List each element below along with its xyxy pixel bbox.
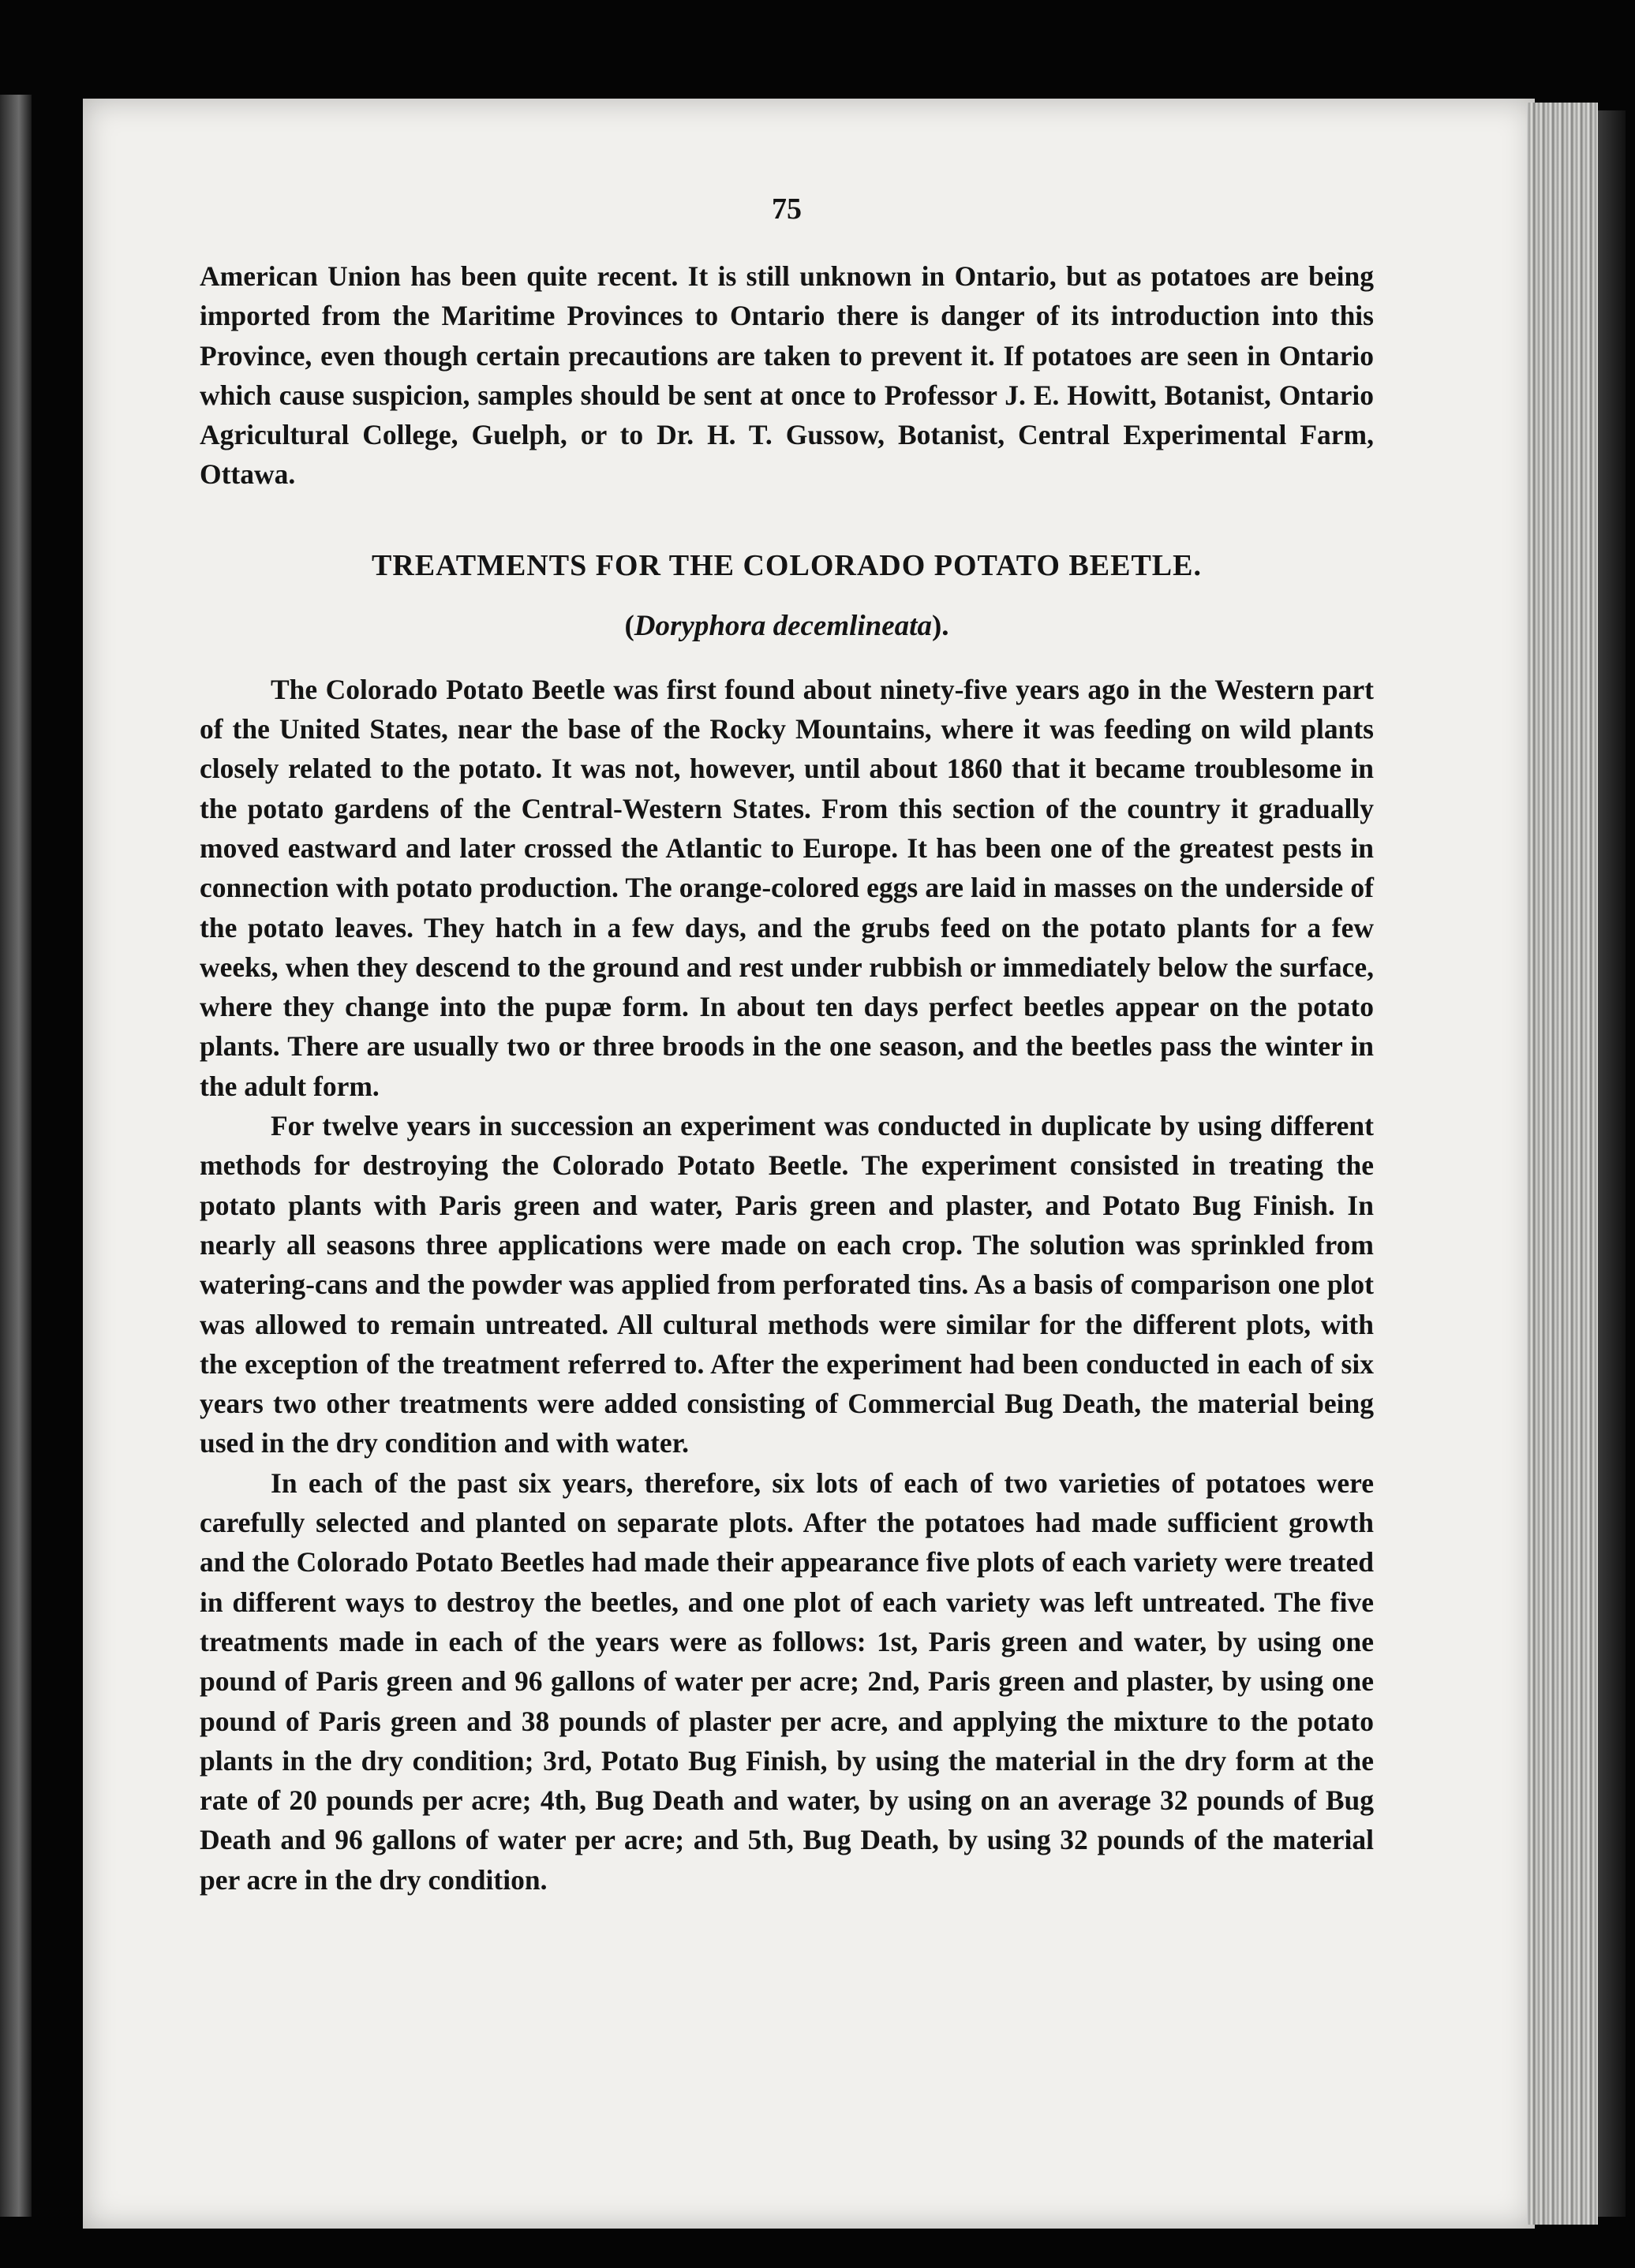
subheading-open-paren: ( [624,609,634,642]
subheading-close-paren: ). [931,609,949,642]
section-heading: TREATMENTS FOR THE COLORADO POTATO BEETLE. [371,548,1202,582]
intro-paragraph: American Union has been quite recent. It is still unknown in Ontario, but as potatoes are being imported from the Maritime Provinces to Ontario there is danger of its introduction into this Province, even though certain precautions are taken to prevent it. If potatoes are seen in Ontario which cause suspicion, samples should be sent at once to Professor J. E. Howitt, Botanist, Ontario Agricultural College, Guelph, or to Dr. H. T. Gussow, Botanist, Central Experimental Farm, Ottawa. [200,260,1374,491]
page-content [200,185,1374,1900]
page-number: 75 [772,192,802,226]
body-paragraph-2: For twelve years in succession an experiment was conducted in duplicate by using different methods for destroying the Colorado Potato Beetle. The experiment consisted in treating the potato plants with Paris green and water, Paris green and plaster, and Potato Bug Finish. In nearly all seasons three applications were made on each crop. The solution was sprinkled from watering-cans and the powder was applied from perforated tins. As a basis of comparison one plot was allowed to remain untreated. All cultural methods were similar for the different plots, with the exception of the treatment referred to. After the experiment had been conducted in each of six years two other treatments were added consisting of Commercial Bug Death, the material being used in the dry condition and with water. [200,1110,1374,1459]
body-paragraph-1: The Colorado Potato Beetle was first found about ninety-five years ago in the Western part of the United States, near the base of the Rocky Mountains, where it was feeding on wild plants closely related to the potato. It was not, however, until about 1860 that it became troublesome in the potato gardens of the Central-Western States. From this section of the country it gradually moved eastward and later crossed the Atlantic to Europe. It has been one of the greatest pests in connection with potato production. The orange-colored eggs are laid in masses on the underside of the potato leaves. They hatch in a few days, and the grubs feed on the potato plants for a few weeks, when they descend to the ground and rest under rubbish or immediately below the surface, where they change into the pupæ form. In about ten days perfect beetles appear on the potato plants. There are usually two or three broods in the one season, and the beetles pass the winter in the adult form. [200,673,1374,1102]
section-subheading [200,605,1374,648]
body-paragraph-3: In each of the past six years, therefore, six lots of each of two varieties of potatoes were carefully selected and planted on separate plots. After the potatoes had made sufficient growth and the Colorado Potato Beetles had made their appearance five plots of each variety were treated in different ways to destroy the beetles, and one plot of each variety was left untreated. The five treatments made in each of the years were as follows: 1st, Paris green and water, by using one pound of Paris green and 96 gallons of water per acre; 2nd, Paris green and plaster, by using one pound of Paris green and 38 pounds of plaster per acre, and applying the mixture to the potato plants in the dry condition; 3rd, Potato Bug Finish, by using the material in the dry form at the rate of 20 pounds per acre; 4th, Bug Death and water, by using on an average 32 pounds of Bug Death and 96 gallons of water per acre; and 5th, Bug Death, by using 32 pounds of the material per acre in the dry condition. [200,1467,1374,1896]
facing-page-edge [0,95,32,2217]
binding-shadow [1598,110,1626,2217]
latin-species-name: Doryphora decemlineata [634,609,932,642]
page-stack-edge [1527,103,1598,2225]
